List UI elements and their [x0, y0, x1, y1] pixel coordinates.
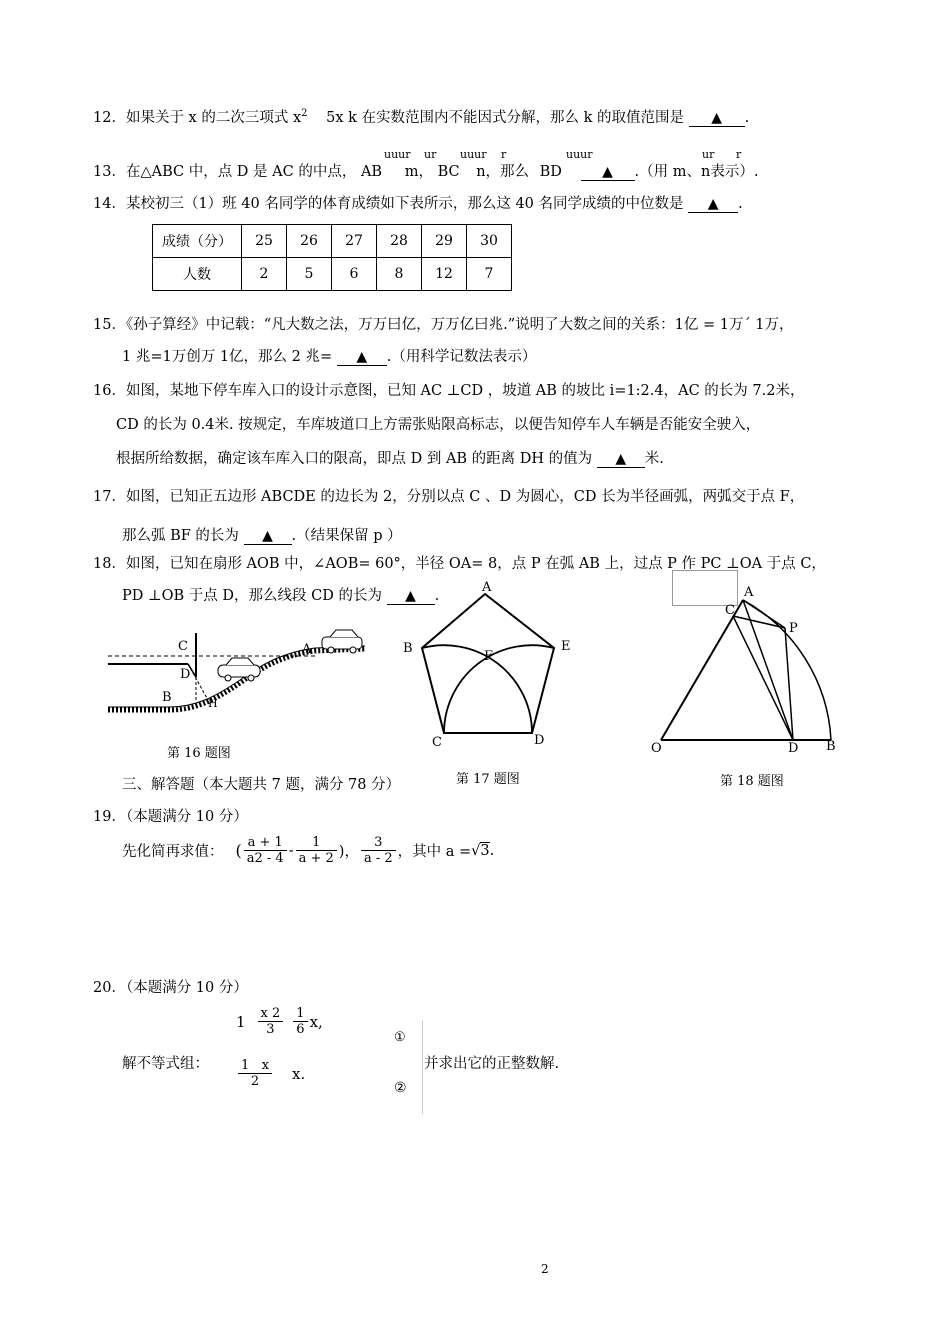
answer-blank: ▲ [244, 528, 292, 545]
fraction: $\frac{3}{a - 2}$ [361, 835, 396, 866]
svg-text:A: A [302, 642, 312, 657]
fraction: $\frac{1 x}{2}$ [238, 1058, 272, 1089]
svg-text:D: D [180, 667, 191, 682]
figure-18-caption: 第 18 题图 [720, 774, 784, 789]
answer-blank: ▲ [387, 588, 435, 605]
figure-16-caption: 第 16 题图 [167, 746, 231, 761]
section-3-heading: 三、解答题（本大题共 7 题，满分 78 分） [122, 777, 401, 793]
car-icon [218, 658, 260, 681]
figure-17-caption: 第 17 题图 [456, 772, 520, 787]
car-icon [322, 630, 362, 653]
svg-text:B: B [403, 641, 413, 656]
svg-text:D: D [788, 741, 799, 752]
fraction: $\frac{1}{6}$ [293, 1006, 307, 1037]
figure-18-diagram [645, 582, 845, 752]
sqrt-icon: √ [471, 842, 481, 859]
inequality-2: $\frac{1 x}{2}$ x. [236, 1058, 305, 1089]
table-row: 成绩（分） 25 26 27 28 29 30 [153, 225, 512, 258]
svg-text:C: C [725, 603, 735, 618]
answer-blank: ▲ [689, 110, 745, 127]
svg-text:E: E [561, 639, 571, 654]
svg-text:B: B [162, 690, 172, 705]
inequality-1: 1 $\frac{x 2}{3}$ $\frac{1}{6}$ x, [236, 1006, 323, 1037]
fraction: $\frac{a + 1}{a2 - 4}$ [244, 835, 287, 866]
question-14: 14．某校初三（1）班 40 名同学的体育成绩如下表所示，那么这 40 名同学成绩的中位数是 ▲ . [93, 196, 743, 212]
score-table [152, 224, 512, 291]
fraction: $\frac{x 2}{3}$ [258, 1006, 284, 1037]
svg-text:A: A [482, 580, 492, 595]
svg-text:D: D [534, 733, 545, 748]
svg-text:A: A [744, 585, 754, 600]
answer-blank: ▲ [581, 164, 635, 181]
figure-17-diagram [395, 578, 585, 750]
fraction: $\frac{1}{a + 2}$ [296, 835, 337, 866]
answer-blank: ▲ [597, 451, 645, 468]
answer-blank: ▲ [337, 349, 387, 366]
svg-text:H: H [208, 697, 218, 710]
svg-text:F: F [484, 649, 494, 664]
svg-text:P: P [789, 621, 798, 636]
question-12: 12．如果关于 x 的二次三项式 $x^2$ 5x k 在实数范围内不能因式分解，那么 k 的取值范围是 ▲ . [93, 108, 750, 126]
svg-text:B: B [826, 739, 836, 752]
svg-text:C: C [178, 639, 188, 654]
figure-16-diagram [100, 625, 380, 720]
table-row: 人数 2 5 6 8 12 7 [153, 258, 512, 291]
svg-text:C: C [432, 735, 442, 750]
answer-blank: ▲ [688, 196, 738, 213]
page-number: 2 [541, 1262, 549, 1276]
svg-text:O: O [651, 741, 662, 752]
